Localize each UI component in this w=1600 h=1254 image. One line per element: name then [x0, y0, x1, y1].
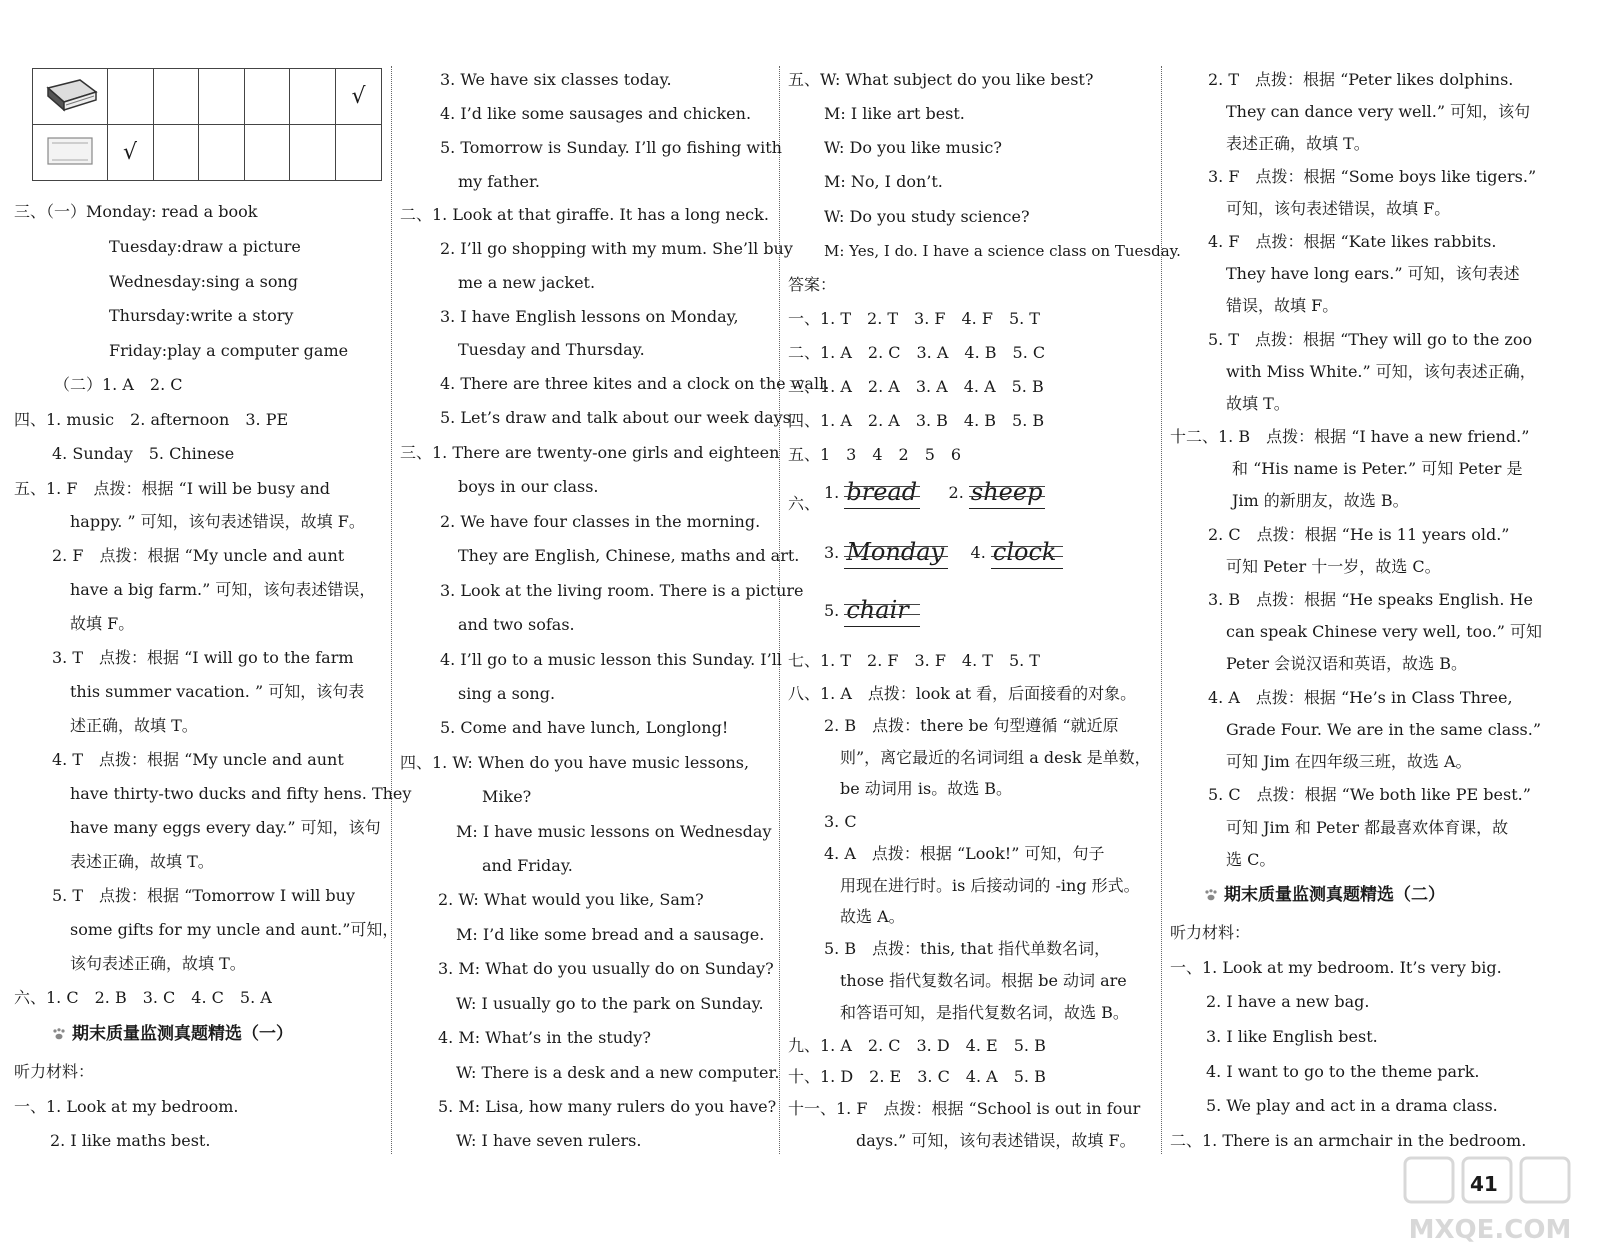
column-divider	[1161, 66, 1162, 1154]
text-line: sing a song.	[458, 684, 556, 703]
text-line: 3. We have six classes today.	[440, 70, 672, 89]
section-heading-text: 期末质量监测真题精选（一）	[72, 1024, 293, 1044]
text-line: Jim 的新朋友，故选 B。	[1232, 491, 1409, 510]
text-line: 5. T 点拨：根据 “Tomorrow I will buy	[52, 886, 355, 905]
text-line: 二、1. There is an armchair in the bedroom.	[1170, 1131, 1527, 1150]
text-line: 四、1. music 2. afternoon 3. PE	[14, 410, 289, 429]
text-line: Wednesday:sing a song	[109, 272, 299, 291]
text-line: 七、1. T 2. F 3. F 4. T 5. T	[788, 651, 1040, 670]
text-line: 听力材料：	[14, 1062, 95, 1081]
text-line: 4. A 点拨：根据 “Look!” 可知，句子	[824, 844, 1105, 863]
handwriting-item	[824, 538, 1063, 566]
text-line: 4. I’ll go to a music lesson this Sunday. I’ll	[440, 650, 782, 669]
computer-icon	[40, 130, 100, 170]
handwriting-box	[969, 478, 1045, 506]
text-line: 2. B 点拨：there be 句型遵循 “就近原	[824, 716, 1119, 735]
text-line: Tuesday:draw a picture	[109, 237, 301, 256]
text-line: M: No, I don’t.	[824, 172, 943, 191]
handwriting-item	[824, 596, 920, 624]
handwriting-box	[844, 478, 920, 506]
text-line: some gifts for my uncle and aunt.”可知，	[70, 920, 399, 939]
text-line: can speak Chinese very well, too.” 可知	[1226, 622, 1542, 641]
handwritten-word: Monday	[846, 538, 945, 566]
text-line: 三、（一）Monday: read a book	[14, 202, 258, 221]
text-line: have thirty-two ducks and fifty hens. They	[70, 784, 412, 803]
watermark-text: MXQE.COM	[1408, 1215, 1572, 1245]
text-line: 二、1. Look at that giraffe. It has a long neck.	[400, 205, 769, 224]
table-cell	[290, 69, 336, 125]
watermark-logo	[1395, 1150, 1585, 1250]
text-line: 五、1. F 点拨：根据 “I will be busy and	[14, 479, 331, 498]
picture-check-table	[32, 68, 382, 181]
text-line: 3. T 点拨：根据 “I will go to the farm	[52, 648, 354, 667]
text-line: 选 C。	[1226, 850, 1276, 869]
text-line: happy. ” 可知，该句表述错误，故填 F。	[70, 512, 365, 531]
text-line: 2. I’ll go shopping with my mum. She’ll buy	[440, 239, 793, 258]
text-line: 和答语可知，是指代复数名词，故选 B。	[840, 1003, 1129, 1022]
text-line: Mike?	[482, 787, 532, 806]
text-line: 和 “His name is Peter.” 可知 Peter 是	[1232, 459, 1523, 478]
text-line: 可知 Jim 在四年级三班，故选 A。	[1226, 752, 1472, 771]
text-line: 3. Look at the living room. There is a picture	[440, 581, 804, 600]
text-line: 则”，离它最近的名词词组 a desk 是单数，	[840, 748, 1151, 767]
text-line: They have long ears.” 可知，该句表述	[1226, 264, 1520, 283]
text-line: 2. F 点拨：根据 “My uncle and aunt	[52, 546, 345, 565]
text-line: 十、1. D 2. E 3. C 4. A 5. B	[788, 1067, 1046, 1086]
handwritten-word: clock	[992, 538, 1057, 566]
text-line: have a big farm.” 可知，该句表述错误，	[70, 580, 376, 599]
text-line: 答案：	[788, 275, 837, 294]
text-line: 3. I like English best.	[1206, 1027, 1378, 1046]
handwritten-word: chair	[846, 596, 909, 624]
text-line: 表述正确，故填 T。	[70, 852, 214, 871]
text-line: 5. We play and act in a drama class.	[1206, 1096, 1498, 1115]
text-line: with Miss White.” 可知，该句表述正确，	[1226, 362, 1536, 381]
text-line: M: Yes, I do. I have a science class on Tuesday.	[824, 242, 1181, 260]
text-line: 一、1. Look at my bedroom.	[14, 1097, 239, 1116]
text-line: W: There is a desk and a new computer.	[456, 1063, 780, 1082]
book-icon	[40, 74, 100, 114]
computer-image	[33, 125, 108, 181]
table-cell	[199, 69, 245, 125]
text-line: They can dance very well.” 可知，该句	[1226, 102, 1531, 121]
text-line: 一、1. T 2. T 3. F 4. F 5. T	[788, 309, 1040, 328]
text-line: 3. B 点拨：根据 “He speaks English. He	[1208, 590, 1533, 609]
column-divider	[391, 66, 392, 1154]
text-line: 错误，故填 F。	[1226, 296, 1339, 315]
text-line: 4. I’d like some sausages and chicken.	[440, 104, 752, 123]
text-line: 2. I have a new bag.	[1206, 992, 1370, 1011]
text-line: 三、1. There are twenty-one girls and eighteen	[400, 443, 780, 462]
text-line: 故选 A。	[840, 907, 905, 926]
text-line: 5. Come and have lunch, Longlong!	[440, 718, 729, 737]
check-mark: √	[107, 125, 153, 181]
handwritten-word: bread	[846, 478, 918, 506]
text-line: 5. B 点拨：this, that 指代单数名词，	[824, 939, 1111, 958]
text-line: 六、1. C 2. B 3. C 4. C 5. A	[14, 988, 272, 1007]
text-line: my father.	[458, 172, 540, 191]
text-line: 六、	[788, 494, 821, 513]
handwriting-box	[844, 596, 920, 624]
text-line: 三、1. A 2. A 3. A 4. A 5. B	[788, 377, 1044, 396]
text-line: 八、1. A 点拨：look at 看，后面接看的对象。	[788, 684, 1137, 703]
text-line: days.” 可知，该句表述错误，故填 F。	[856, 1131, 1136, 1150]
text-line: and Friday.	[482, 856, 573, 875]
text-line: 听力材料：	[1170, 923, 1251, 942]
table-cell	[153, 125, 199, 181]
text-line: Thursday:write a story	[109, 306, 294, 325]
text-line: 3. I have English lessons on Monday,	[440, 307, 739, 326]
text-line: 4. Sunday 5. Chinese	[52, 444, 235, 463]
text-line: be 动词用 is。故选 B。	[840, 779, 1013, 798]
column-divider	[779, 66, 780, 1154]
text-line: 2. T 点拨：根据 “Peter likes dolphins.	[1208, 70, 1514, 89]
table-cell	[244, 125, 290, 181]
text-line: M: I’d like some bread and a sausage.	[456, 925, 765, 944]
text-line: W: I have seven rulers.	[456, 1131, 642, 1150]
item-number: 5.	[824, 601, 840, 620]
item-number: 1.	[824, 483, 840, 502]
handwriting-box	[991, 538, 1063, 566]
text-line: Tuesday and Thursday.	[458, 340, 645, 359]
paw-icon	[1204, 889, 1218, 901]
text-line: M: I have music lessons on Wednesday	[456, 822, 772, 841]
handwriting-box	[844, 538, 948, 566]
text-line: 五、1 3 4 2 5 6	[788, 445, 962, 464]
text-line: 4. I want to go to the theme park.	[1206, 1062, 1480, 1081]
item-number: 2.	[948, 483, 964, 502]
text-line: 故填 F。	[70, 614, 135, 633]
text-line: M: I like art best.	[824, 104, 965, 123]
text-line: W: Do you like music?	[824, 138, 1002, 157]
column-1	[14, 62, 412, 1162]
text-line: 可知 Peter 十一岁，故选 C。	[1226, 557, 1441, 576]
text-line: 用现在进行时。is 后接动词的 -ing 形式。	[840, 876, 1140, 895]
text-line: W: Do you study science?	[824, 207, 1030, 226]
text-line: those 指代复数名词。根据 be 动词 are	[840, 971, 1127, 990]
paw-icon	[52, 1028, 66, 1040]
text-line: 四、1. A 2. A 3. B 4. B 5. B	[788, 411, 1045, 430]
check-mark: √	[335, 69, 381, 125]
section-heading	[1204, 885, 1445, 905]
table-cell	[290, 125, 336, 181]
item-number: 4.	[970, 543, 986, 562]
text-line: 述正确，故填 T。	[70, 716, 198, 735]
column-4	[1170, 62, 1544, 1162]
text-line: 3. C	[824, 812, 857, 831]
text-line: 该句表述正确，故填 T。	[70, 954, 246, 973]
text-line: 4. A 点拨：根据 “He’s in Class Three,	[1208, 688, 1513, 707]
page-number: 41	[1470, 1172, 1498, 1196]
text-line: 四、1. W: When do you have music lessons,	[400, 753, 750, 772]
text-line: me a new jacket.	[458, 273, 596, 292]
text-line: 二、1. A 2. C 3. A 4. B 5. C	[788, 343, 1046, 362]
table-cell	[244, 69, 290, 125]
text-line: They are English, Chinese, maths and art.	[458, 546, 800, 565]
text-line: 表述正确，故填 T。	[1226, 134, 1370, 153]
text-line: 五、W: What subject do you like best?	[788, 70, 1094, 89]
item-number: 3.	[824, 543, 840, 562]
handwriting-item	[824, 478, 1045, 506]
text-line: 3. F 点拨：根据 “Some boys like tigers.”	[1208, 167, 1537, 186]
text-line: 4. F 点拨：根据 “Kate likes rabbits.	[1208, 232, 1497, 251]
text-line: 2. W: What would you like, Sam?	[438, 890, 704, 909]
table-cell	[335, 125, 381, 181]
text-line: 5. Tomorrow is Sunday. I’ll go fishing with	[440, 138, 782, 157]
text-line: this summer vacation. ” 可知，该句表	[70, 682, 365, 701]
text-line: 十一、1. F 点拨：根据 “School is out in four	[788, 1099, 1141, 1118]
text-line: have many eggs every day.” 可知，该句	[70, 818, 381, 837]
text-line: 可知，该句表述错误，故填 F。	[1226, 199, 1451, 218]
text-line: 3. M: What do you usually do on Sunday?	[438, 959, 774, 978]
text-line: 5. T 点拨：根据 “They will go to the zoo	[1208, 330, 1533, 349]
text-line: 可知 Jim 和 Peter 都最喜欢体育课，故	[1226, 818, 1509, 837]
text-line: 4. M: What’s in the study?	[438, 1028, 651, 1047]
text-line: Peter 会说汉语和英语，故选 B。	[1226, 654, 1467, 673]
handwritten-word: sheep	[970, 478, 1043, 506]
text-line: 4. T 点拨：根据 “My uncle and aunt	[52, 750, 344, 769]
text-line: 九、1. A 2. C 3. D 4. E 5. B	[788, 1036, 1046, 1055]
table-cell	[153, 69, 199, 125]
text-line: 一、1. Look at my bedroom. It’s very big.	[1170, 958, 1502, 977]
column-3	[788, 62, 1181, 1162]
text-line: 5. C 点拨：根据 “We both like PE best.”	[1208, 785, 1531, 804]
text-line: （二）1. A 2. C	[54, 375, 183, 394]
text-line: Grade Four. We are in the same class.”	[1226, 720, 1542, 739]
section-heading-text: 期末质量监测真题精选（二）	[1224, 885, 1445, 905]
table-cell	[107, 69, 153, 125]
text-line: and two sofas.	[458, 615, 575, 634]
text-line: 5. M: Lisa, how many rulers do you have?	[438, 1097, 777, 1116]
text-line: W: I usually go to the park on Sunday.	[456, 994, 764, 1013]
text-line: 5. Let’s draw and talk about our week days.	[440, 408, 796, 427]
text-line: 十二、1. B 点拨：根据 “I have a new friend.”	[1170, 427, 1530, 446]
text-line: 4. There are three kites and a clock on the wall.	[440, 374, 830, 393]
table-cell	[199, 125, 245, 181]
text-line: 2. We have four classes in the morning.	[440, 512, 761, 531]
section-heading	[52, 1024, 293, 1044]
text-line: 2. I like maths best.	[50, 1131, 211, 1150]
book-image	[33, 69, 108, 125]
text-line: boys in our class.	[458, 477, 599, 496]
text-line: 2. C 点拨：根据 “He is 11 years old.”	[1208, 525, 1510, 544]
text-line: Friday:play a computer game	[109, 341, 349, 360]
text-line: 故填 T。	[1226, 394, 1290, 413]
